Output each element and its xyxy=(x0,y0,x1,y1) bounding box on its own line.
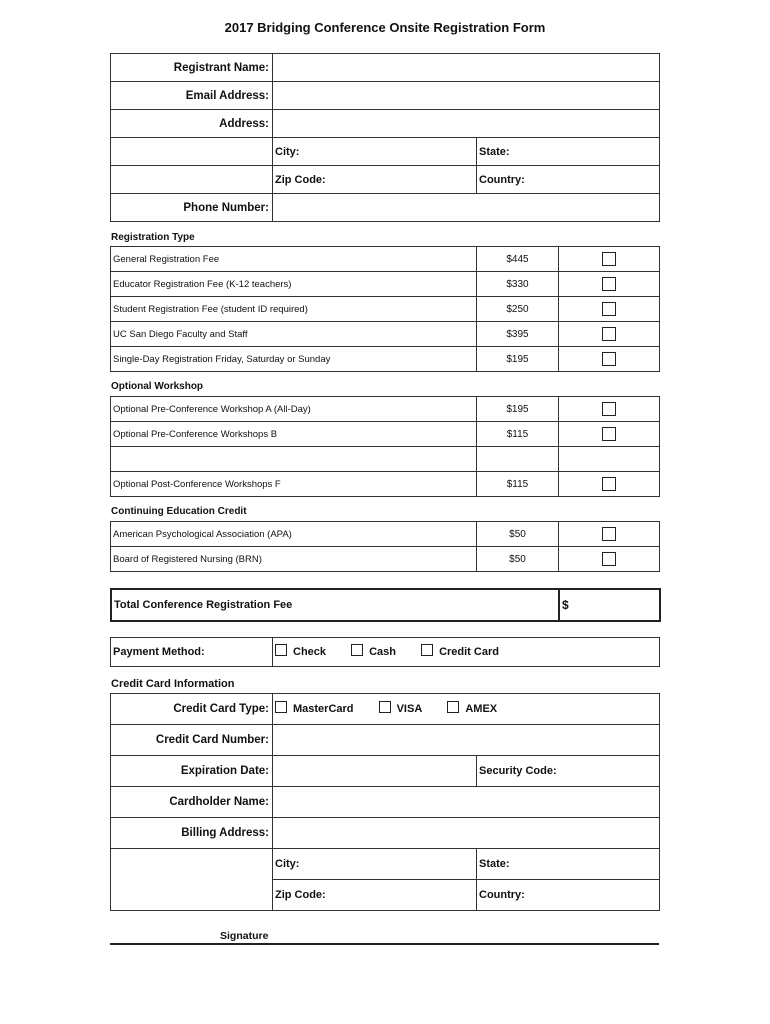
fee-checkbox[interactable] xyxy=(602,302,616,316)
card-number-field[interactable] xyxy=(273,725,660,756)
fee-row-price: $395 xyxy=(477,322,559,347)
signature-label: Signature xyxy=(220,930,269,942)
optional-workshop-heading: Optional Workshop xyxy=(111,381,204,392)
workshop-row-price: $115 xyxy=(477,422,559,447)
fee-row-label: General Registration Fee xyxy=(111,247,477,272)
address-field[interactable] xyxy=(273,110,660,138)
cardholder-field[interactable] xyxy=(273,787,660,818)
payment-option-label: Credit Card xyxy=(439,646,499,658)
fee-row-label: Student Registration Fee (student ID required) xyxy=(111,297,477,322)
payment-method-label: Payment Method: xyxy=(111,638,273,667)
fee-row-label: Educator Registration Fee (K-12 teachers) xyxy=(111,272,477,297)
fee-row-label: UC San Diego Faculty and Staff xyxy=(111,322,477,347)
registration-type-heading: Registration Type xyxy=(111,232,195,243)
ce-row-checkbox-cell xyxy=(559,522,660,547)
billing-zip-label: Zip Code: xyxy=(275,889,326,901)
ce-row-price: $50 xyxy=(477,522,559,547)
payment-table xyxy=(110,637,660,667)
card-number-label: Credit Card Number: xyxy=(111,725,273,756)
workshop-row-label xyxy=(111,447,477,472)
billing-city-label: City: xyxy=(275,858,300,870)
security-code-label: Security Code: xyxy=(479,765,557,777)
workshop-checkbox[interactable] xyxy=(602,477,616,491)
cardholder-label: Cardholder Name: xyxy=(111,787,273,818)
credit-card-table xyxy=(110,693,660,911)
fee-row-checkbox-cell xyxy=(559,297,660,322)
fee-checkbox[interactable] xyxy=(602,327,616,341)
workshop-row-label: Optional Pre-Conference Workshop A (All-Day) xyxy=(111,397,477,422)
card-type-mastercard[interactable] xyxy=(275,703,354,715)
billing-spacer xyxy=(111,849,273,911)
workshop-row-price: $115 xyxy=(477,472,559,497)
continuing-education-table xyxy=(110,521,660,572)
phone-field[interactable] xyxy=(273,194,660,222)
ce-row-checkbox-cell xyxy=(559,547,660,572)
fee-checkbox[interactable] xyxy=(602,352,616,366)
workshop-row-checkbox-cell xyxy=(559,422,660,447)
amex-checkbox[interactable] xyxy=(447,701,459,713)
state-label: State: xyxy=(479,145,510,158)
ce-checkbox[interactable] xyxy=(602,552,616,566)
card-type-visa[interactable] xyxy=(379,703,423,715)
fee-row-price: $250 xyxy=(477,297,559,322)
card-type-amex[interactable] xyxy=(447,703,497,715)
expiration-label: Expiration Date: xyxy=(111,756,273,787)
signature-line[interactable] xyxy=(110,943,659,945)
expiration-field[interactable] xyxy=(273,756,477,787)
ce-row-label: Board of Registered Nursing (BRN) xyxy=(111,547,477,572)
country-label: Country: xyxy=(479,173,525,186)
total-label: Total Conference Registration Fee xyxy=(111,589,559,621)
billing-country-field[interactable] xyxy=(477,880,660,911)
ce-checkbox[interactable] xyxy=(602,527,616,541)
card-type-label-text: MasterCard xyxy=(293,703,354,715)
workshop-row-label: Optional Pre-Conference Workshops B xyxy=(111,422,477,447)
fee-row-price: $330 xyxy=(477,272,559,297)
fee-row-price: $195 xyxy=(477,347,559,372)
state-field[interactable] xyxy=(477,138,660,166)
billing-address-field[interactable] xyxy=(273,818,660,849)
fee-row-price: $445 xyxy=(477,247,559,272)
billing-country-label: Country: xyxy=(479,889,525,901)
continuing-education-heading: Continuing Education Credit xyxy=(111,506,247,517)
email-field[interactable] xyxy=(273,82,660,110)
registrant-name-field[interactable] xyxy=(273,54,660,82)
payment-option-check[interactable] xyxy=(275,646,326,658)
total-table xyxy=(110,588,661,622)
cash-checkbox[interactable] xyxy=(351,644,363,656)
payment-option-label: Check xyxy=(293,646,327,658)
workshop-row-price: $195 xyxy=(477,397,559,422)
fee-row-checkbox-cell xyxy=(559,347,660,372)
card-type-label-text: AMEX xyxy=(465,703,498,715)
billing-zip-field[interactable] xyxy=(273,880,477,911)
fee-checkbox[interactable] xyxy=(602,277,616,291)
billing-state-field[interactable] xyxy=(477,849,660,880)
payment-option-label: Cash xyxy=(369,646,396,658)
credit-card-checkbox[interactable] xyxy=(421,644,433,656)
city-label: City: xyxy=(275,145,300,158)
fee-row-checkbox-cell xyxy=(559,272,660,297)
fee-row-checkbox-cell xyxy=(559,247,660,272)
check-checkbox[interactable] xyxy=(275,644,287,656)
registrant-name-label: Registrant Name: xyxy=(111,54,273,82)
workshop-row-checkbox-cell xyxy=(559,397,660,422)
billing-state-label: State: xyxy=(479,858,510,870)
payment-option-credit-card[interactable] xyxy=(421,646,499,658)
form-title: 2017 Bridging Conference Onsite Registration Form xyxy=(224,20,546,35)
email-label: Email Address: xyxy=(111,82,273,110)
workshop-row-checkbox-cell xyxy=(559,472,660,497)
card-type-label-text: VISA xyxy=(396,703,423,715)
payment-options xyxy=(273,638,660,667)
registrant-table xyxy=(110,53,660,222)
registration-type-table xyxy=(110,246,660,372)
fee-row-label: Single-Day Registration Friday, Saturday or Sunday xyxy=(111,347,477,372)
workshop-checkbox[interactable] xyxy=(602,427,616,441)
zip-field[interactable] xyxy=(273,166,477,194)
total-amount-field[interactable] xyxy=(559,589,660,621)
card-type-options xyxy=(273,694,660,725)
address-spacer xyxy=(111,138,273,166)
phone-label: Phone Number: xyxy=(111,194,273,222)
fee-checkbox[interactable] xyxy=(602,252,616,266)
optional-workshop-table xyxy=(110,396,660,497)
payment-option-cash[interactable] xyxy=(351,646,396,658)
security-code-field[interactable] xyxy=(477,756,660,787)
ce-row-price: $50 xyxy=(477,547,559,572)
workshop-checkbox[interactable] xyxy=(602,402,616,416)
mastercard-checkbox[interactable] xyxy=(275,701,287,713)
fee-row-checkbox-cell xyxy=(559,322,660,347)
workshop-row-price xyxy=(477,447,559,472)
billing-city-field[interactable] xyxy=(273,849,477,880)
workshop-row-checkbox-cell xyxy=(559,447,660,472)
billing-address-label: Billing Address: xyxy=(111,818,273,849)
city-field[interactable] xyxy=(273,138,477,166)
ce-row-label: American Psychological Association (APA) xyxy=(111,522,477,547)
address-label: Address: xyxy=(111,110,273,138)
country-field[interactable] xyxy=(477,166,660,194)
address-spacer xyxy=(111,166,273,194)
credit-card-heading: Credit Card Information xyxy=(111,678,235,690)
total-currency: $ xyxy=(562,598,569,612)
visa-checkbox[interactable] xyxy=(379,701,391,713)
workshop-row-label: Optional Post-Conference Workshops F xyxy=(111,472,477,497)
card-type-label: Credit Card Type: xyxy=(111,694,273,725)
zip-label: Zip Code: xyxy=(275,173,326,186)
